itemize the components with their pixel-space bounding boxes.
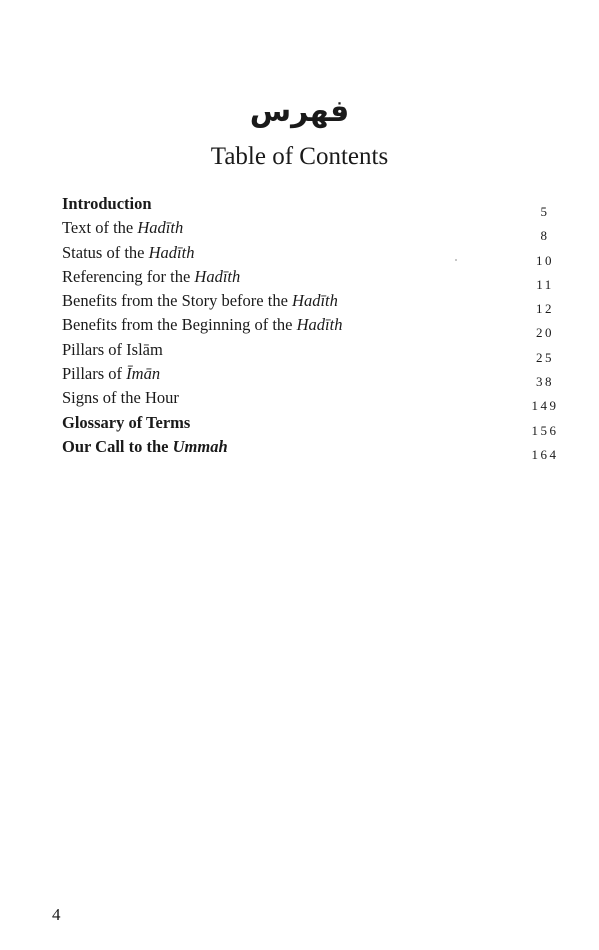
toc-entry-page-number: 12 (536, 301, 554, 317)
toc-entry-title (62, 388, 179, 408)
toc-entry-title-text: Text of the (62, 218, 138, 238)
toc-entry-page-number: 10 (536, 252, 554, 268)
toc-entry-title-italic: Ummah (172, 436, 228, 456)
toc-entry (62, 194, 570, 218)
toc-entry-page-number: 38 (536, 374, 554, 390)
toc-entry-title-italic: Hadīth (137, 218, 184, 238)
toc-entry-title (62, 194, 152, 214)
toc-entry-page-number: 5 (540, 204, 550, 219)
toc-entry-title (62, 315, 342, 335)
toc-entry-title (62, 413, 190, 433)
arabic-title: فهرس (249, 94, 350, 129)
scan-speck (455, 259, 457, 261)
toc-entry-title-text: Introduction (62, 194, 152, 213)
toc-entry-title-italic: Īmān (126, 364, 161, 384)
toc-entry-title-italic: Hadīth (194, 266, 241, 286)
table-of-contents (62, 194, 570, 461)
toc-entry (62, 267, 570, 291)
toc-entry-page-number: 164 (531, 446, 559, 462)
toc-entry-title-text: Signs of the Hour (62, 388, 179, 408)
toc-entry-page-number: 156 (531, 422, 559, 438)
toc-entry-title (62, 291, 338, 311)
toc-entry-title-text: Benefits from the Beginning of the (62, 315, 297, 335)
toc-entry-title-italic: Hadīth (296, 315, 343, 335)
toc-entry-title-text: Pillars of Islām (62, 339, 163, 359)
toc-entry-title (62, 218, 183, 238)
toc-entry-page-number: 25 (536, 349, 554, 365)
toc-entry (62, 315, 570, 339)
toc-entry (62, 388, 570, 412)
toc-entry-title-text: Our Call to the (62, 436, 173, 456)
toc-entry-title-text: Benefits from the Story before the (62, 291, 293, 311)
toc-entry-title (62, 364, 160, 384)
toc-entry (62, 340, 570, 364)
toc-entry-title (62, 340, 163, 360)
toc-entry-page-number: 11 (536, 276, 554, 292)
page-number: 4 (52, 905, 61, 924)
toc-entry (62, 218, 570, 242)
page-title: Table of Contents (210, 143, 389, 170)
toc-entry (62, 364, 570, 388)
toc-entry-title (62, 437, 228, 457)
toc-entry-page-number: 8 (540, 228, 550, 244)
toc-entry (62, 291, 570, 315)
toc-entry-title-text: Pillars of (62, 364, 127, 384)
toc-entry-page-number: 149 (531, 398, 559, 414)
toc-entry-title-text: Glossary of Terms (62, 412, 191, 432)
toc-entry (62, 437, 570, 461)
toc-entry-title-italic: Hadīth (292, 291, 338, 311)
toc-entry (62, 243, 570, 267)
toc-entry-title-text: Status of the (62, 242, 149, 262)
toc-entry-title-text: Referencing for the (62, 266, 195, 286)
toc-entry (62, 413, 570, 437)
toc-entry-title (62, 267, 240, 287)
toc-entry-page-number: 20 (536, 325, 554, 341)
toc-entry-title (62, 243, 194, 263)
toc-entry-title-italic: Hadīth (148, 242, 195, 262)
